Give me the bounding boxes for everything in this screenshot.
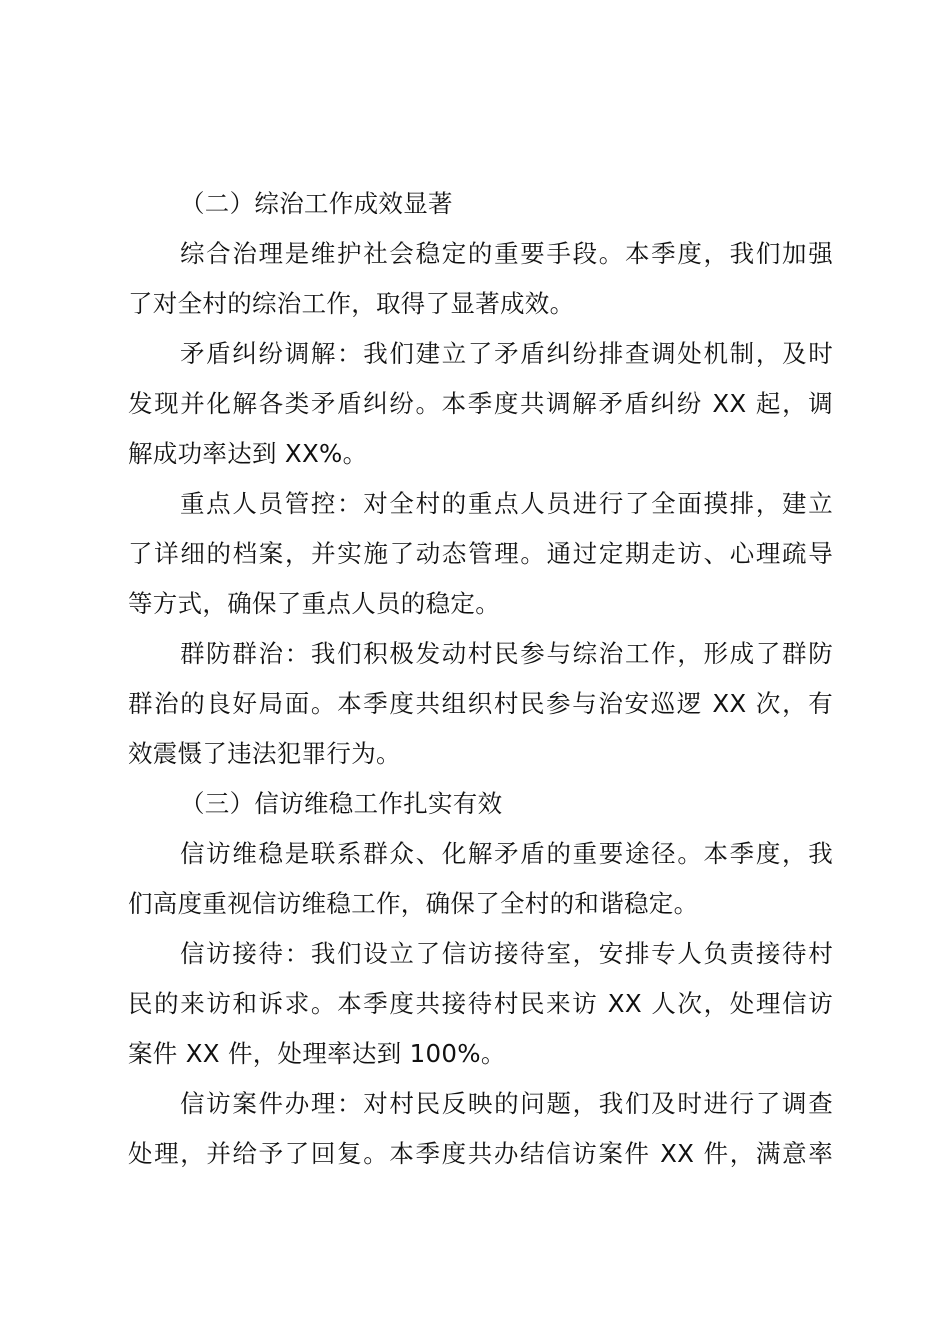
section-heading-comprehensive-governance: （二）综治工作成效显著 (180, 189, 453, 218)
text-line: 案件 XX 件，处理率达到 100%。 (128, 1039, 506, 1068)
text-line: 信访维稳是联系群众、化解矛盾的重要途径。本季度，我 (180, 839, 833, 868)
text-line: 群治的良好局面。本季度共组织村民参与治安巡逻 XX 次，有 (128, 689, 833, 718)
text-line: 民的来访和诉求。本季度共接待村民来访 XX 人次，处理信访 (128, 989, 833, 1018)
paragraph-petition-reception (128, 929, 833, 1079)
paragraph-dispute-mediation (128, 329, 833, 479)
section-heading-petition-stability: （三）信访维稳工作扎实有效 (180, 789, 503, 818)
text-line: 们高度重视信访维稳工作，确保了全村的和谐稳定。 (128, 889, 699, 918)
paragraph-mass-prevention (128, 629, 833, 779)
text-line: 综合治理是维护社会稳定的重要手段。本季度，我们加强 (180, 239, 833, 268)
text-line: 处理，并给予了回复。本季度共办结信访案件 XX 件，满意率 (128, 1139, 833, 1168)
text-line: 等方式，确保了重点人员的稳定。 (128, 589, 500, 618)
paragraph-petition-case-handling (128, 1079, 833, 1179)
text-line: 解成功率达到 XX%。 (128, 439, 368, 468)
document-page (128, 179, 833, 1179)
text-line: 信访案件办理：对村民反映的问题，我们及时进行了调查 (180, 1089, 833, 1118)
text-line: 矛盾纠纷调解：我们建立了矛盾纠纷排查调处机制，及时 (180, 339, 833, 368)
text-line: 信访接待：我们设立了信访接待室，安排专人负责接待村 (180, 939, 833, 968)
text-line: 群防群治：我们积极发动村民参与综治工作，形成了群防 (180, 639, 833, 668)
text-line: 重点人员管控：对全村的重点人员进行了全面摸排，建立 (180, 489, 833, 518)
paragraph-governance-intro (128, 229, 833, 329)
text-line: 效震慑了违法犯罪行为。 (128, 739, 401, 768)
text-line: 了对全村的综治工作，取得了显著成效。 (128, 289, 575, 318)
paragraph-petition-intro (128, 829, 833, 929)
text-line: 发现并化解各类矛盾纠纷。本季度共调解矛盾纠纷 XX 起，调 (128, 389, 833, 418)
text-line: 了详细的档案，并实施了动态管理。通过定期走访、心理疏导 (128, 539, 833, 568)
paragraph-key-personnel-control (128, 479, 833, 629)
